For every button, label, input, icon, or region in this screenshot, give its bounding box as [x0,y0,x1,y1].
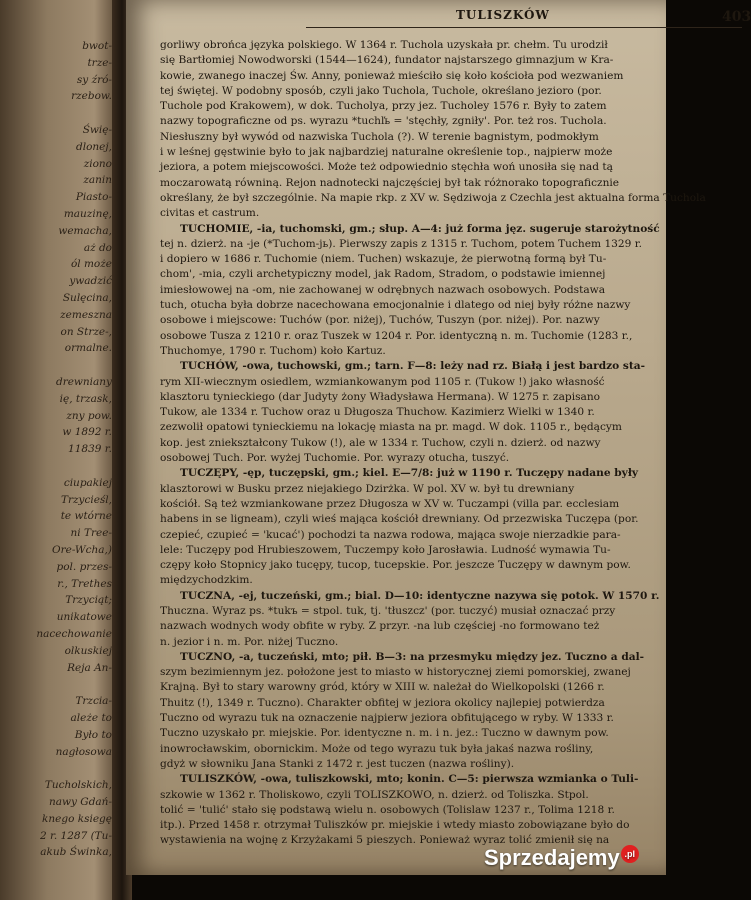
left-page-fragment: zemeszna [60,308,112,321]
left-page-fragment: dlonej, [76,140,112,153]
left-page-fragment: sy źró- [76,73,112,86]
left-page-fragment: on Strze-, [60,325,112,338]
text-line: tej świętej. W podobny sposób, czyli jako Tuchola, Tuchole, określano jezioro (por. [160,84,602,97]
text-line: i w leśnej gęstwinie było to jak najbardziej naturalne określenie top., najpierw może [160,146,613,159]
dictionary-entry [160,38,706,222]
text-line: Tuczno od wyrazu tuk na oznaczenie najpierw jeziora obfitującego w ryby. W 1333 r. [160,712,614,725]
left-page-fragment: ię, trzask, [59,392,112,405]
dictionary-entry [160,466,639,588]
left-page-fragment: Było to [74,728,112,741]
text-line: itp.). Przed 1458 r. otrzymał Tuliszków pr. miejskie i wtedy miasto zobowiązane było do [160,819,630,832]
left-page-fragment: zanin [83,174,112,187]
text-line: Krajną. Był to stary warowny gród, który w XIII w. należał do Wielkopolski (1266 r. [160,681,605,694]
left-page-fragment: akub Świnka, [40,846,112,859]
left-page-fragment: wemacha, [58,224,112,237]
left-page-fragment: olkuskiej [64,644,112,657]
watermark-text: Sprzedajemy [484,845,620,870]
left-page-fragment: ziono [83,157,112,170]
text-line: osobowe Tusza z 1210 r. oraz Tuszek w 1204 r. Por. identyczną n. m. Tuchomie (1283 r., [160,329,633,342]
left-page-fragment: Sulęcina, [62,292,112,304]
header-rule [306,27,742,28]
text-line: tuch, otucha była dobrze nacechowana emocjonalnie i dlatego od niej były różne nazwy [160,299,631,312]
left-page-fragment: trze- [87,56,112,69]
left-page-fragment: aż do [83,241,112,254]
page-number: 403 [722,9,751,25]
left-page-fragment: te wtórne [60,510,112,523]
text-line: czępy koło Stopnicy jako tucępy, tucop, tucepskie. Por. jeszcze Tuczępy w dawnym pow. [160,559,631,572]
text-line: kop. jest zniekształcony Tukow (!), ale w 1334 r. Tuchow, czyli n. dzierż. od nazwy [160,436,601,449]
text-line: szkowie w 1362 r. Tholiskowo, czyli TOLISZKOWO, n. dzierż. od Toliszka. Stpol. [160,788,589,801]
running-header: TULISZKÓW [456,8,550,22]
text-line: szym bezimiennym jez. położone jest to miasto w historycznej ziemi pomorskiej, zwanej [160,666,631,679]
text-line: się Bartłomiej Nowodworski (1544—1624), fundator najstarszego gimnazjum w Kra- [160,54,614,67]
text-line: moczarowatą równiną. Rejon nadnotecki najczęściej był tak różnorako topograficznie [160,176,620,189]
text-line: habens in se ligneam), czyli wieś mająca kościół drewniany. Od przezwiska Tuczępa (por. [160,513,639,526]
text-line: Thuitz (!), 1349 r. Tuczno). Charakter obfitej w jeziora okolicy najlepiej potwierdza [160,696,605,709]
left-page-fragment: w 1892 r. [62,426,112,439]
dictionary-entry [160,650,645,772]
left-page-fragment: nawy Gdań- [49,796,112,808]
text-line: TUCHÓW, -owa, tuchowski, gm.; tarn. F—8: leży nad rz. Białą i jest bardzo sta- [180,360,645,373]
text-line: TUCZNO, -a, tuczeński, mto; pił. B—3: na przesmyku między jez. Tuczno a dal- [180,650,645,663]
left-page-fragment: ciupakiej [63,476,112,489]
text-line: tolić = 'tulić' stało się podstawą wielu n. osobowych (Tolislaw 1237 r., Tolima 1218 r. [160,803,615,816]
text-line: civitas et castrum. [160,207,260,220]
text-line: czepieć, czupieć = 'kucać') pochodzi ta nazwa rodowa, mająca swoje nierzadkie para- [160,528,621,541]
text-line: Tuczno uzyskało pr. miejskie. Por. identyczne n. m. i n. jez.: Tuczno w dawnym pow. [160,727,609,740]
dictionary-entry [160,772,639,848]
text-line: Thuczna. Wyraz ps. *tukъ = stpol. tuk, tj. 'tłuszcz' (por. tuczyć) musiał oznaczać przy [160,604,616,617]
dictionary-entry [160,589,660,650]
left-page-fragment: r., Trethes [57,577,112,590]
text-line: gorliwy obrońca języka polskiego. W 1364 r. Tuchola uzyskała pr. chełm. Tu urodził [160,39,608,51]
text-line: rym XII-wiecznym osiedlem, wzmiankowanym pod 1105 r. (Tukow !) jako własność [160,375,605,388]
text-line: kowie, zwanego inaczej Św. Anny, ponieważ mieściło się koło kościoła pod wezwaniem [160,69,624,82]
text-line: nazwach wodnych wody obfite w ryby. Z przyr. -na lub częściej -no formowano też [160,620,600,633]
text-line: tej n. dzierż. na -je (*Tuchom-jь). Pierwszy zapis z 1315 r. Tuchom, potem Tuchem 1329 r. [160,237,643,250]
left-page-fragment: Świę- [82,124,112,136]
left-page-fragment: rzebow. [71,90,112,103]
left-page-fragment: drewniany [55,376,112,388]
left-page-fragment: 2 r. 1287 (Tu- [39,829,112,842]
text-line: klasztoru tynieckiego (dar Judyty żony Władysława Hermana). W 1275 r. zapisano [160,390,601,403]
dictionary-entry [160,222,660,360]
left-page-fragment: ywadzić [69,275,112,288]
text-line: gdyż w słowniku Jana Stanki z 1472 r. jest tuczen (nazwa rośliny). [160,757,515,770]
left-page-fragment: Reja An- [67,661,112,674]
text-line: zezwolił opatowi tynieckiemu na lokację miasta na pr. magd. W dok. 1105 r., będącym [160,421,622,434]
left-page-fragment: Tucholskich, [44,779,112,792]
text-line: i dopiero w 1686 r. Tuchomie (niem. Tuchen) wskazuje, że pierwotną formą był Tu- [160,253,607,266]
text-line: inowrocławskim, obornickim. Może od tego wyrazu tuk była jakaś nazwa rośliny, [160,742,594,755]
text-line: określany, że był szczególnie. Na mapie rkp. z XV w. Sędziwoja z Czechla jest aktualna forma Tuchola [160,191,706,204]
text-line: osobowej Tuch. Por. wyżej Tuchomie. Por. wyrazy otucha, tuszyć. [160,452,510,465]
left-page-fragment: bwot- [82,40,112,52]
text-line: Tuchole pod Krakowem), w dok. Tucholya, przy jez. Tucholey 1576 r. Były to zatem [160,100,607,113]
left-page-fragment: knego ksiegę [42,812,112,825]
left-page-fragment: ól może [70,258,112,271]
text-line: osobowe i miejscowe: Tuchów (por. niżej), Tuchów, Tuszyn (por. niżej). Por. nazwy [160,314,600,327]
text-line: TUCHOMIE, -ia, tuchomski, gm.; słup. A—4: już forma jęz. sugeruje starożytność [180,222,660,235]
left-page-fragment: ni Tree- [70,527,112,540]
left-page-fragment: Trzycieśl, [60,493,112,506]
text-line: TUCZĘPY, -ęp, tuczępski, gm.; kiel. E—7/8: już w 1190 r. Tuczępy nadane były [180,467,639,480]
text-line: międzychodzkim. [160,574,253,587]
text-line: n. jezior i n. m. Por. niżej Tuczno. [160,635,339,648]
text-line: klasztorowi w Busku przez niejakiego Dzirżka. W pol. XV w. był tu drewniany [160,482,575,495]
text-line: Thuchomye, 1790 r. Tuchom) koło Kartuz. [160,344,386,357]
left-page-fragment: ależe to [70,712,112,724]
dictionary-entry [160,359,645,466]
left-page-fragment: pol. przes- [56,560,112,573]
left-page-fragment: Trzyciąt; [65,594,112,607]
watermark-logo [484,845,639,871]
left-page-fragment: Trzcia- [75,695,112,708]
dictionary-text [160,38,706,849]
text-line: Tukow, ale 1334 r. Tuchow oraz u Długosza Thuchow. Kazimierz Wielki w 1340 r. [160,406,595,419]
text-line: TULISZKÓW, -owa, tuliszkowski, mto; konin. C—5: pierwsza wzmianka o Tuli- [180,773,639,786]
text-line: wystawienia na wojnę z Krzyżakami 5 pieszych. Ponieważ wyraz tolić zmienił się na [160,834,610,847]
left-page-fragment: nagłosowa [55,745,112,758]
text-line: jeziora, a potem miejscowości. Może też odpowiednio stęchła woń unosiła się nad tą [160,161,613,174]
text-line: nazwy topograficzne od ps. wyrazu *tuchľь = 'stęchły, zgniły'. Por. też ros. Tuchola. [160,115,607,128]
text-line: Niesłuszny był wywód od nazwiska Tuchola (?). W terenie bagnistym, podmokłym [160,130,599,143]
text-line: chom', -mia, czyli archetypiczny model, jak Radom, Stradom, o podstawie imiennej [160,268,606,281]
left-page-fragment: Ore-Wcha,) [52,544,112,556]
left-page-fragment: nacechowanie [36,628,112,640]
left-page-fragment: ormalne. [64,342,112,355]
text-line: imiesłowowej na -om, nie zachowanej w odrębnych nazwach osobowych. Podstawa [160,283,606,296]
left-page-edge [0,0,118,900]
text-line: TUCZNA, -ej, tuczeński, gm.; bial. D—10: identyczne nazywa się potok. W 1570 r. [180,589,660,602]
left-page-fragment: zny pow. [66,409,112,422]
text-line: kościół. Są też wzmiankowane przez Długosza w XV w. Tuczampi (villa par. ecclesiam [160,497,620,510]
watermark-badge: .pl [621,845,639,863]
left-page-fragment: Piasto- [75,191,112,204]
text-line: lele: Tuczępy pod Hrubieszowem, Tuczempy koło Jarosławia. Ludność wymawia Tu- [160,543,611,556]
left-page-fragment: unikatowe [56,611,112,624]
left-page-fragment: mauzinę, [63,208,112,220]
left-page-fragment: 11839 r. [68,443,112,456]
